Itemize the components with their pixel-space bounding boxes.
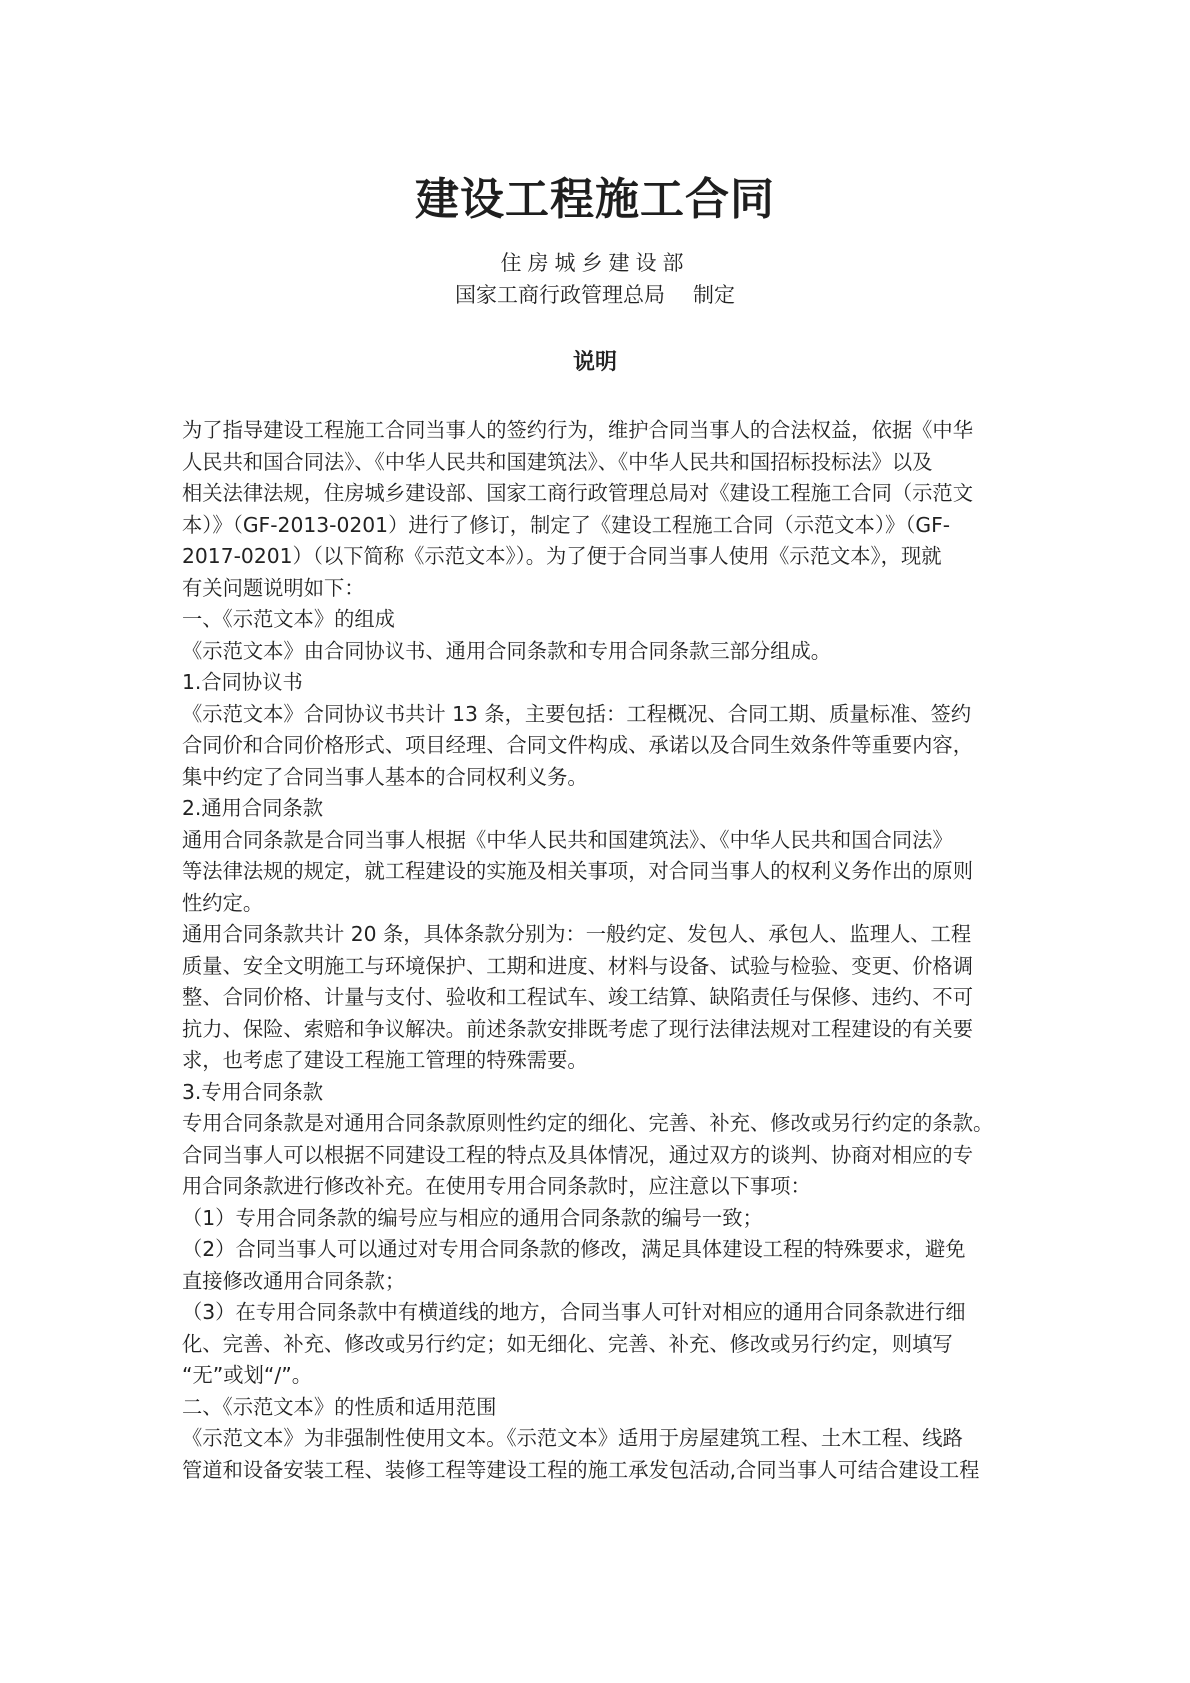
body-line: 管道和设备安装工程、装修工程等建设工程的施工承发包活动,合同当事人可结合建设工程 bbox=[182, 1457, 980, 1482]
body-line: 用合同条款进行修改补充。在使用专用合同条款时，应注意以下事项： bbox=[182, 1174, 811, 1198]
body-line: 抗力、保险、索赔和争议解决。前述条款安排既考虑了现行法律法规对工程建设的有关要 bbox=[182, 1016, 973, 1041]
body-line: 人民共和国合同法》、《中华人民共和国建筑法》、《中华人民共和国招标投标法》以及 bbox=[182, 449, 933, 474]
body-line: 化、完善、补充、修改或另行约定；如无细化、完善、补充、修改或另行约定，则填写 bbox=[182, 1331, 953, 1356]
body-line: 通用合同条款共计 20 条，具体条款分别为：一般约定、发包人、承包人、监理人、工程 bbox=[182, 922, 972, 946]
body-line: 专用合同条款是对通用合同条款原则性约定的细化、完善、补充、修改或另行约定的条款。 bbox=[182, 1111, 994, 1135]
body-line: 为了指导建设工程施工合同当事人的签约行为，维护合同当事人的合法权益，依据《中华 bbox=[182, 418, 973, 442]
body-line: （3）在专用合同条款中有横道线的地方，合同当事人可针对相应的通用合同条款进行细 bbox=[182, 1300, 966, 1324]
body-line: （2）合同当事人可以通过对专用合同条款的修改，满足具体建设工程的特殊要求，避免 bbox=[182, 1237, 966, 1261]
body-line: 集中约定了合同当事人基本的合同权利义务。 bbox=[182, 764, 588, 789]
body-line: “无”或划“/”。 bbox=[182, 1363, 312, 1387]
issuer-suffix: 制定 bbox=[693, 283, 735, 307]
document-title: 建设工程施工合同 bbox=[415, 174, 775, 225]
body-line: 性约定。 bbox=[182, 890, 264, 915]
issuer-ministry: 住房城乡建设部 bbox=[500, 251, 690, 275]
body-line: 一、《示范文本》的组成 bbox=[182, 607, 395, 631]
body-line: 二、《示范文本》的性质和适用范围 bbox=[182, 1394, 497, 1419]
body-line: 《示范文本》为非强制性使用文本。《示范文本》适用于房屋建筑工程、土木工程、线路 bbox=[182, 1426, 963, 1450]
body-line: 等法律法规的规定，就工程建设的实施及相关事项，对合同当事人的权利义务作出的原则 bbox=[182, 859, 973, 883]
body-line: 整、合同价格、计量与支付、验收和工程试车、竣工结算、缺陷责任与保修、违约、不可 bbox=[182, 985, 973, 1009]
section-heading: 说明 bbox=[572, 350, 617, 375]
body-line: 《示范文本》由合同协议书、通用合同条款和专用合同条款三部分组成。 bbox=[182, 638, 832, 663]
body-line: 《示范文本》合同协议书共计 13 条，主要包括：工程概况、合同工期、质量标准、签约 bbox=[182, 701, 972, 726]
document-body bbox=[182, 415, 1012, 1486]
body-line: 通用合同条款是合同当事人根据《中华人民共和国建筑法》、《中华人民共和国合同法》 bbox=[182, 827, 953, 852]
body-line: 本）》（GF-2013-0201）进行了修订，制定了《建设工程施工合同（示范文本）》（GF- bbox=[182, 512, 951, 537]
body-line: （1）专用合同条款的编号应与相应的通用合同条款的编号一致； bbox=[182, 1205, 763, 1230]
issuer-administration bbox=[0, 280, 1190, 310]
body-line: 有关问题说明如下： bbox=[182, 575, 365, 600]
body-line: 3.专用合同条款 bbox=[182, 1079, 324, 1104]
body-line: 求，也考虑了建设工程施工管理的特殊需要。 bbox=[182, 1048, 588, 1072]
body-line: 相关法律法规，住房城乡建设部、国家工商行政管理总局对《建设工程施工合同（示范文 bbox=[182, 481, 973, 505]
body-line: 1.合同协议书 bbox=[182, 670, 303, 694]
body-line: 2.通用合同条款 bbox=[182, 796, 324, 820]
issuer-administration-name: 国家工商行政管理总局 bbox=[455, 283, 665, 307]
body-line: 2017-0201）（以下简称《示范文本》）。为了便于合同当事人使用《示范文本》，现就 bbox=[182, 544, 942, 568]
body-line: 合同当事人可以根据不同建设工程的特点及具体情况，通过双方的谈判、协商对相应的专 bbox=[182, 1142, 973, 1167]
body-line: 直接修改通用合同条款； bbox=[182, 1268, 406, 1293]
body-line: 质量、安全文明施工与环境保护、工期和进度、材料与设备、试验与检验、变更、价格调 bbox=[182, 953, 973, 978]
body-line: 合同价和合同价格形式、项目经理、合同文件构成、承诺以及合同生效条件等重要内容， bbox=[182, 733, 973, 757]
